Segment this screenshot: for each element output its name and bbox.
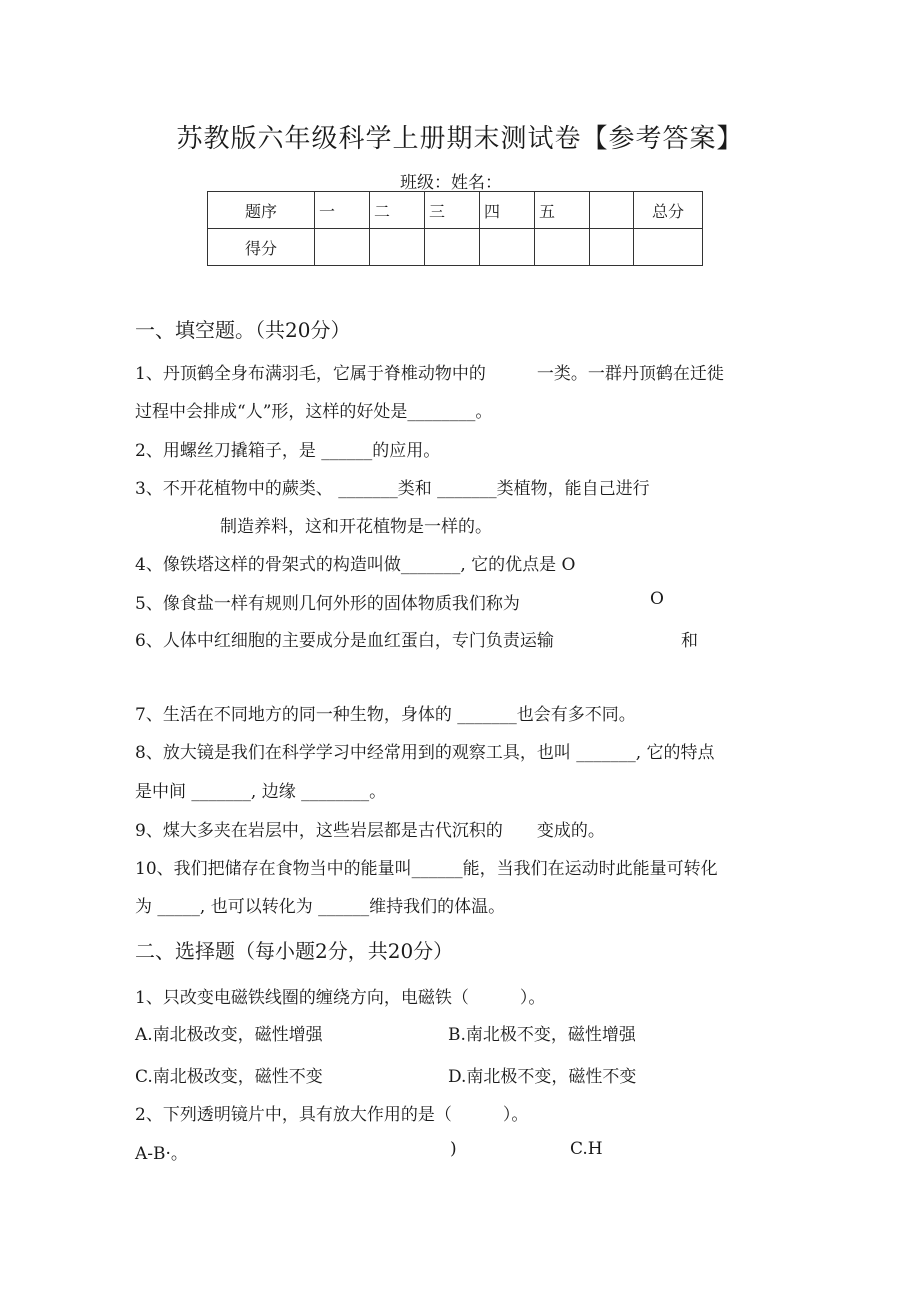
page-title: 苏教版六年级科学上册期末测试卷【参考答案】 <box>176 124 744 154</box>
section2-heading: 二、选择题（每小题2分，共20分） <box>135 939 454 963</box>
question-line: 6、人体中红细胞的主要成分是血红蛋白，专门负责运输 <box>135 631 554 651</box>
table-cell: 四 <box>480 192 535 229</box>
question-line: 8、放大镜是我们在科学学习中经常用到的观察工具，也叫 _______, 它的特点 <box>135 743 715 763</box>
table-cell: 得分 <box>208 229 315 266</box>
table-cell: 一 <box>315 192 370 229</box>
question-line: 7、生活在不同地方的同一种生物，身体的 _______也会有多不同。 <box>135 705 636 725</box>
score-table-header-row <box>208 192 703 229</box>
table-cell[interactable] <box>535 229 590 266</box>
question-line: 5、像食盐一样有规则几何外形的固体物质我们称为 <box>135 594 520 614</box>
option-a[interactable]: A.南北极改变，磁性增强 <box>135 1025 323 1045</box>
score-table-score-row <box>208 229 703 266</box>
score-table <box>207 191 703 266</box>
option-d[interactable]: D.南北极不变，磁性不变 <box>448 1067 637 1087</box>
option-paren: ) <box>450 1139 457 1159</box>
table-cell: 题序 <box>208 192 315 229</box>
table-cell: 三 <box>425 192 480 229</box>
option-c[interactable]: C.南北极改变，磁性不变 <box>135 1067 323 1087</box>
table-cell: 二 <box>370 192 425 229</box>
section1-heading: 一、填空题。（共20分） <box>135 318 351 342</box>
table-cell[interactable] <box>425 229 480 266</box>
option-c-h[interactable]: C.H <box>570 1139 603 1159</box>
question-line: 9、煤大多夹在岩层中，这些岩层都是古代沉积的 变成的。 <box>135 821 605 841</box>
table-cell[interactable] <box>480 229 535 266</box>
table-cell[interactable] <box>634 229 703 266</box>
table-cell <box>590 192 634 229</box>
option-b[interactable]: B.南北极不变，磁性增强 <box>448 1025 636 1045</box>
question-line: 1、只改变电磁铁线圈的缠绕方向，电磁铁（ ）。 <box>135 988 546 1008</box>
question-line: O <box>650 589 664 609</box>
question-line: 3、不开花植物中的蕨类、 _______类和 _______类植物，能自己进行 <box>135 479 650 499</box>
table-cell: 总分 <box>634 192 703 229</box>
question-line: 过程中会排成“人”形，这样的好处是________。 <box>135 402 493 422</box>
question-line: 制造养料，这和开花植物是一样的。 <box>220 517 492 537</box>
question-line: 为 _____, 也可以转化为 ______维持我们的体温。 <box>135 897 506 917</box>
table-cell[interactable] <box>590 229 634 266</box>
class-name-line: 班级：姓名： <box>400 173 502 193</box>
question-line: 是中间 _______, 边缘 ________。 <box>135 782 387 802</box>
question-line: 1、丹顶鹤全身布满羽毛，它属于脊椎动物中的 一类。一群丹顶鹤在迁徙 <box>135 364 724 384</box>
question-line: 10、我们把储存在食物当中的能量叫______能，当我们在运动时此能量可转化 <box>135 859 718 879</box>
question-line: 2、用螺丝刀撬箱子，是 ______的应用。 <box>135 441 441 461</box>
question-line: 和 <box>681 631 698 651</box>
option-ab[interactable]: A-B·。 <box>135 1144 188 1164</box>
table-cell: 五 <box>535 192 590 229</box>
table-cell[interactable] <box>370 229 425 266</box>
question-line: 2、下列透明镜片中，具有放大作用的是（ ）。 <box>135 1105 529 1125</box>
table-cell[interactable] <box>315 229 370 266</box>
question-line: 4、像铁塔这样的骨架式的构造叫做_______, 它的优点是 O <box>135 555 576 575</box>
